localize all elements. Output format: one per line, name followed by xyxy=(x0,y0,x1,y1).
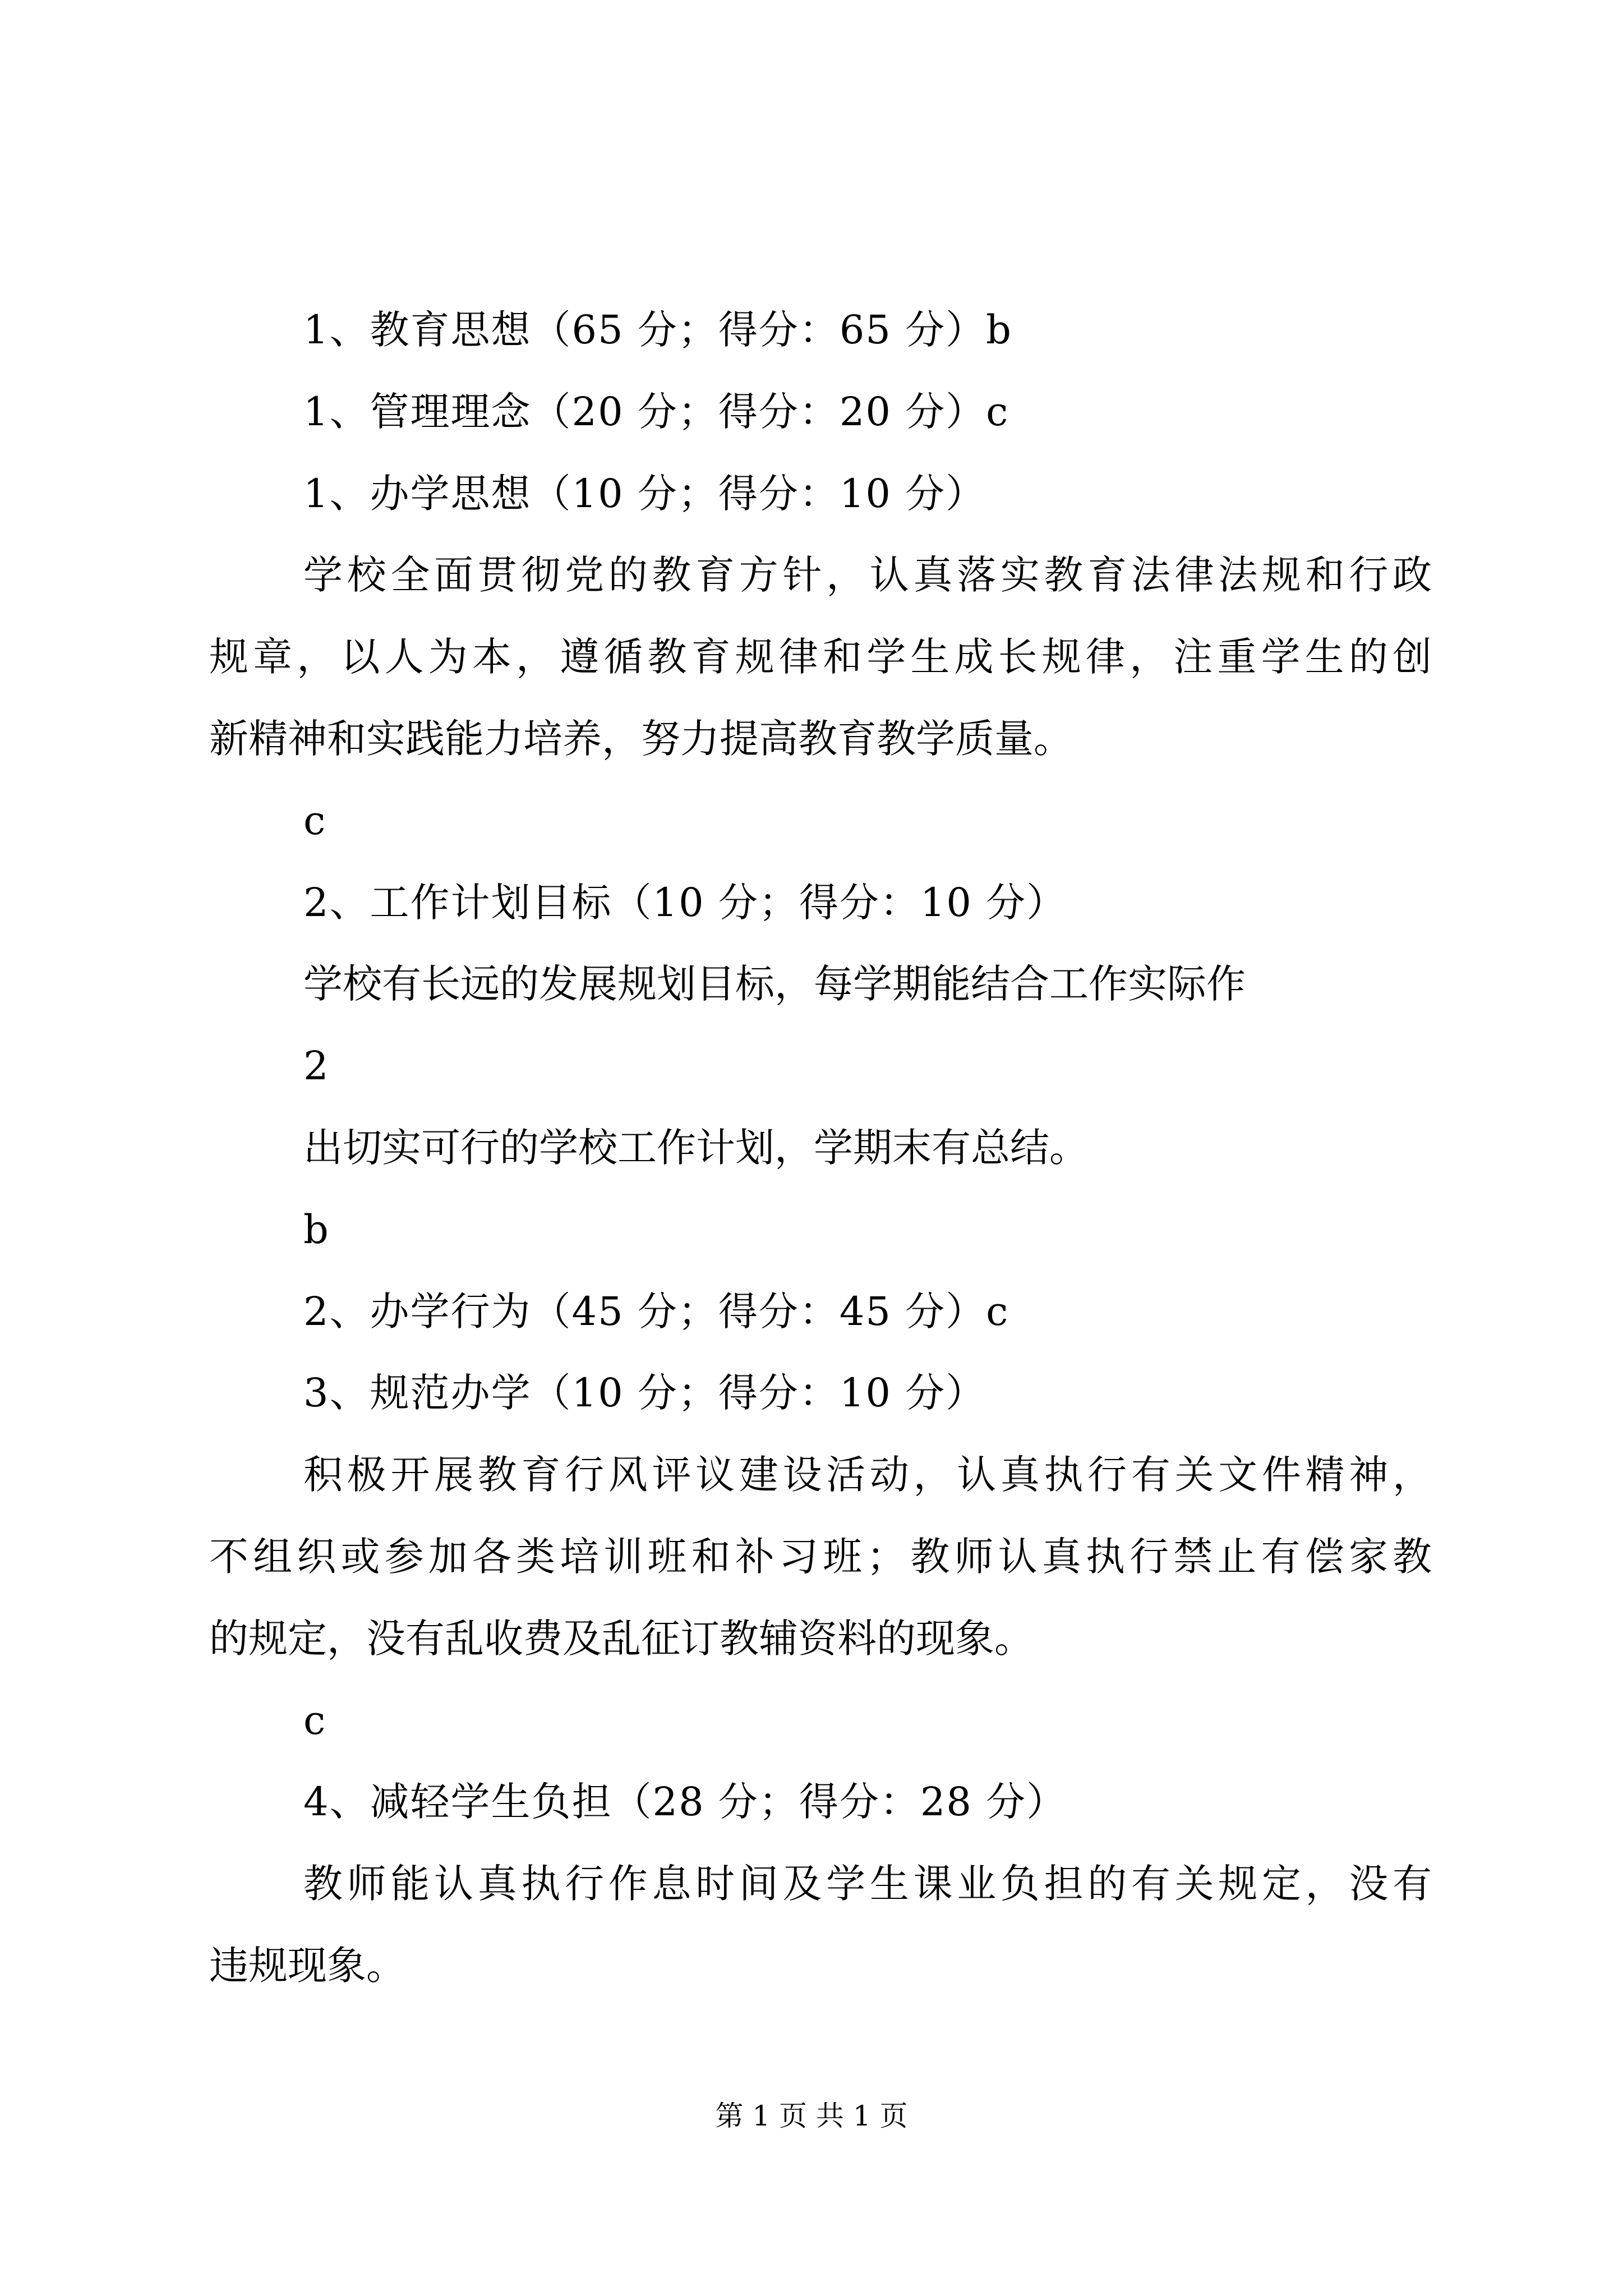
grade-mark: b xyxy=(303,1206,330,1253)
paragraph-line: 教师能认真执行作息时间及学生课业负担的有关规定，没有 xyxy=(303,1861,1432,1907)
heading-standardized-running: 3、规范办学（10 分；得分：10 分） xyxy=(303,1370,986,1416)
paragraph-line: 学校全面贯彻党的教育方针，认真落实教育法律法规和行政 xyxy=(303,552,1432,599)
paragraph-line: 违规现象。 xyxy=(209,1942,405,1989)
paragraph-line: 积极开展教育行风评议建设活动，认真执行有关文件精神， xyxy=(303,1452,1432,1498)
paragraph-line: 新精神和实践能力培养，努力提高教育教学质量。 xyxy=(209,715,1073,762)
heading-school-running-thought: 1、办学思想（10 分；得分：10 分） xyxy=(303,470,986,517)
heading-reduce-student-burden: 4、减轻学生负担（28 分；得分：28 分） xyxy=(303,1779,1067,1825)
paragraph-line: 规章，以人为本，遵循教育规律和学生成长规律，注重学生的创 xyxy=(209,634,1432,680)
paragraph-line: 学校有长远的发展规划目标，每学期能结合工作实际作 xyxy=(303,961,1246,1007)
document-body xyxy=(209,289,1432,2007)
grade-mark: c xyxy=(303,1697,327,1743)
heading-education-thought: 1、教育思想（65 分；得分：65 分）b xyxy=(303,307,1012,353)
paragraph-line: 出切实可行的学校工作计划，学期末有总结。 xyxy=(303,1124,1089,1171)
heading-management-concept: 1、管理理念（20 分；得分：20 分）c xyxy=(303,388,1009,435)
heading-school-behavior: 2、办学行为（45 分；得分：45 分）c xyxy=(303,1288,1009,1335)
heading-work-plan-goals: 2、工作计划目标（10 分；得分：10 分） xyxy=(303,879,1067,926)
paragraph-line: 的规定，没有乱收费及乱征订教辅资料的现象。 xyxy=(209,1615,1034,1662)
page-number-footer: 第 1 页 共 1 页 xyxy=(715,2100,908,2132)
paragraph-line: 不组织或参加各类培训班和补习班；教师认真执行禁止有偿家教 xyxy=(209,1533,1432,1580)
stray-number: 2 xyxy=(303,1043,330,1089)
grade-mark: c xyxy=(303,797,327,844)
